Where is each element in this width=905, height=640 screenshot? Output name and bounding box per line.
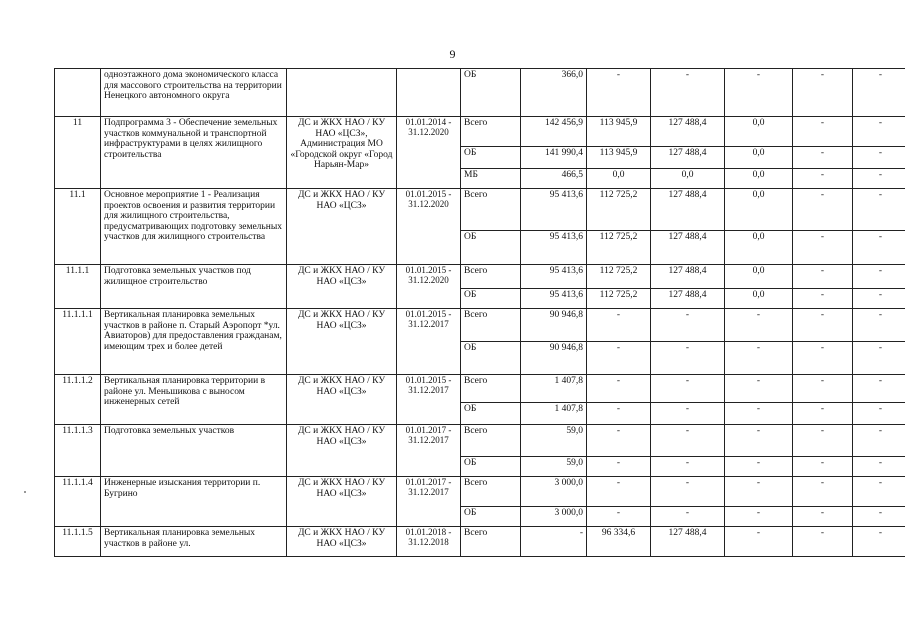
amount-cell: - <box>793 309 853 342</box>
amount-cell: 95 413,6 <box>521 231 587 265</box>
amount-cell: - <box>793 375 853 403</box>
amount-cell: 1 407,8 <box>521 375 587 403</box>
amount-cell: 1 407,8 <box>521 403 587 425</box>
item-name: Вертикальная планировка земельных участков в районе ул. <box>101 527 287 557</box>
amount-cell: 0,0 <box>725 265 793 289</box>
item-executor: ДС и ЖКХ НАО / КУ НАО «ЦСЗ» <box>287 425 397 477</box>
table-body <box>55 69 905 557</box>
item-executor: ДС и ЖКХ НАО / КУ НАО «ЦСЗ» <box>287 375 397 425</box>
funding-source: ОБ <box>461 289 521 309</box>
amount-cell: 142 456,9 <box>521 117 587 147</box>
amount-cell: 127 488,4 <box>651 527 725 557</box>
amount-cell: 95 413,6 <box>521 289 587 309</box>
amount-cell: 0,0 <box>725 231 793 265</box>
funding-source: ОБ <box>461 69 521 117</box>
amount-cell: 113 945,9 <box>587 147 651 169</box>
item-executor: ДС и ЖКХ НАО / КУ НАО «ЦСЗ» <box>287 189 397 265</box>
amount-cell: - <box>853 457 905 477</box>
amount-cell: - <box>725 527 793 557</box>
amount-cell: - <box>725 375 793 403</box>
amount-cell: - <box>853 342 905 375</box>
amount-cell: - <box>651 425 725 457</box>
item-name: Вертикальная планировка земельных участков в районе п. Старый Аэропорт *ул. Авиаторов) для предоставления гражданам, имеющим трех и более детей <box>101 309 287 375</box>
amount-cell: 141 990,4 <box>521 147 587 169</box>
amount-cell: - <box>587 457 651 477</box>
item-period: 01.01.2015 - 31.12.2017 <box>397 309 461 375</box>
amount-cell: - <box>651 375 725 403</box>
amount-cell: - <box>853 69 905 117</box>
amount-cell: - <box>587 507 651 527</box>
item-name: Подготовка земельных участков под жилищное строительство <box>101 265 287 309</box>
amount-cell: - <box>521 527 587 557</box>
amount-cell: 112 725,2 <box>587 189 651 231</box>
item-executor: ДС и ЖКХ НАО / КУ НАО «ЦСЗ» <box>287 309 397 375</box>
amount-cell: - <box>853 189 905 231</box>
funding-source: ОБ <box>461 147 521 169</box>
amount-cell: - <box>587 403 651 425</box>
amount-cell: 95 413,6 <box>521 189 587 231</box>
item-name: Вертикальная планировка территории в районе ул. Меньшикова с выносом инженерных сетей <box>101 375 287 425</box>
amount-cell: 90 946,8 <box>521 342 587 375</box>
item-period: 01.01.2014 - 31.12.2020 <box>397 117 461 189</box>
amount-cell: 112 725,2 <box>587 265 651 289</box>
amount-cell: - <box>725 403 793 425</box>
amount-cell: 0,0 <box>651 169 725 189</box>
item-executor: ДС и ЖКХ НАО / КУ НАО «ЦСЗ» <box>287 265 397 309</box>
item-name: Инженерные изыскания территории п. Бугрино <box>101 477 287 527</box>
item-number: 11 <box>55 117 101 189</box>
amount-cell: - <box>853 117 905 147</box>
amount-cell: - <box>793 457 853 477</box>
item-period: 01.01.2015 - 31.12.2020 <box>397 265 461 309</box>
amount-cell: 59,0 <box>521 425 587 457</box>
item-name: Подготовка земельных участков <box>101 425 287 477</box>
amount-cell: - <box>793 117 853 147</box>
item-name: одноэтажного дома экономического класса для массового строительства на территории Ненецкого автономного округа <box>101 69 287 117</box>
item-number: 11.1 <box>55 189 101 265</box>
amount-cell: - <box>853 527 905 557</box>
item-name: Подпрограмма 3 - Обеспечение земельных участков коммунальной и транспортной инфраструктурами в целях жилищного строительства <box>101 117 287 189</box>
item-name: Основное мероприятие 1 - Реализация проектов освоения и развития территории для жилищного строительства, предусматривающих подготовку земельных участков для жилищного строительства <box>101 189 287 265</box>
table-row <box>55 375 905 403</box>
funding-source: Всего <box>461 375 521 403</box>
table-row <box>55 527 905 557</box>
amount-cell: - <box>853 403 905 425</box>
amount-cell: 90 946,8 <box>521 309 587 342</box>
item-executor: ДС и ЖКХ НАО / КУ НАО «ЦСЗ» <box>287 527 397 557</box>
item-executor <box>287 69 397 117</box>
amount-cell: - <box>853 265 905 289</box>
amount-cell: 127 488,4 <box>651 231 725 265</box>
funding-source: Всего <box>461 477 521 507</box>
amount-cell: - <box>651 403 725 425</box>
funding-source: ОБ <box>461 403 521 425</box>
amount-cell: - <box>725 69 793 117</box>
item-number: 11.1.1 <box>55 265 101 309</box>
amount-cell: - <box>853 425 905 457</box>
funding-source: Всего <box>461 309 521 342</box>
item-number <box>55 69 101 117</box>
amount-cell: 112 725,2 <box>587 231 651 265</box>
amount-cell: - <box>725 309 793 342</box>
amount-cell: - <box>853 309 905 342</box>
table-row <box>55 425 905 457</box>
amount-cell: 0,0 <box>725 117 793 147</box>
funding-source: Всего <box>461 425 521 457</box>
amount-cell: - <box>793 477 853 507</box>
funding-source: Всего <box>461 527 521 557</box>
amount-cell: 0,0 <box>725 169 793 189</box>
item-number: 11.1.1.2 <box>55 375 101 425</box>
amount-cell: 466,5 <box>521 169 587 189</box>
amount-cell: - <box>793 69 853 117</box>
amount-cell: - <box>725 457 793 477</box>
amount-cell: - <box>587 425 651 457</box>
item-number: 11.1.1.3 <box>55 425 101 477</box>
amount-cell: 0,0 <box>725 289 793 309</box>
amount-cell: - <box>651 342 725 375</box>
amount-cell: - <box>853 147 905 169</box>
amount-cell: 127 488,4 <box>651 189 725 231</box>
table-row <box>55 69 905 117</box>
amount-cell: - <box>651 477 725 507</box>
amount-cell: - <box>725 477 793 507</box>
amount-cell: - <box>587 342 651 375</box>
amount-cell: - <box>793 189 853 231</box>
amount-cell: - <box>651 69 725 117</box>
funding-source: Всего <box>461 117 521 147</box>
item-number: 11.1.1.4 <box>55 477 101 527</box>
funding-source: ОБ <box>461 231 521 265</box>
table-row <box>55 189 905 231</box>
item-period: 01.01.2017 - 31.12.2017 <box>397 425 461 477</box>
amount-cell: - <box>793 289 853 309</box>
funding-source: ОБ <box>461 507 521 527</box>
amount-cell: 127 488,4 <box>651 265 725 289</box>
amount-cell: 96 334,6 <box>587 527 651 557</box>
amount-cell: - <box>853 289 905 309</box>
table-row <box>55 477 905 507</box>
item-period: 01.01.2015 - 31.12.2020 <box>397 189 461 265</box>
amount-cell: - <box>725 425 793 457</box>
table-row <box>55 309 905 342</box>
item-period: 01.01.2017 - 31.12.2017 <box>397 477 461 527</box>
amount-cell: - <box>853 169 905 189</box>
amount-cell: 0,0 <box>587 169 651 189</box>
amount-cell: - <box>587 375 651 403</box>
amount-cell: - <box>793 147 853 169</box>
amount-cell: - <box>853 477 905 507</box>
amount-cell: 127 488,4 <box>651 289 725 309</box>
amount-cell: - <box>725 507 793 527</box>
amount-cell: - <box>793 507 853 527</box>
amount-cell: 3 000,0 <box>521 507 587 527</box>
amount-cell: - <box>853 375 905 403</box>
amount-cell: 0,0 <box>725 147 793 169</box>
funding-source: Всего <box>461 265 521 289</box>
amount-cell: 0,0 <box>725 189 793 231</box>
amount-cell: - <box>651 309 725 342</box>
funding-source: Всего <box>461 189 521 231</box>
funding-source: МБ <box>461 169 521 189</box>
amount-cell: - <box>793 265 853 289</box>
amount-cell: 3 000,0 <box>521 477 587 507</box>
item-executor: ДС и ЖКХ НАО / КУ НАО «ЦСЗ», Администрация МО «Городской округ «Город Нарьян-Мар» <box>287 117 397 189</box>
item-period: 01.01.2015 - 31.12.2017 <box>397 375 461 425</box>
amount-cell: 112 725,2 <box>587 289 651 309</box>
page-number: 9 <box>449 47 456 61</box>
item-period: 01.01.2018 - 31.12.2018 <box>397 527 461 557</box>
amount-cell: - <box>587 477 651 507</box>
item-executor: ДС и ЖКХ НАО / КУ НАО «ЦСЗ» <box>287 477 397 527</box>
amount-cell: 113 945,9 <box>587 117 651 147</box>
amount-cell: 127 488,4 <box>651 117 725 147</box>
amount-cell: 95 413,6 <box>521 265 587 289</box>
amount-cell: 366,0 <box>521 69 587 117</box>
amount-cell: - <box>793 403 853 425</box>
amount-cell: - <box>651 457 725 477</box>
amount-cell: - <box>793 425 853 457</box>
item-period <box>397 69 461 117</box>
funding-source: ОБ <box>461 457 521 477</box>
amount-cell: - <box>793 169 853 189</box>
amount-cell: - <box>651 507 725 527</box>
amount-cell: - <box>853 231 905 265</box>
amount-cell: - <box>853 507 905 527</box>
amount-cell: - <box>587 69 651 117</box>
amount-cell: - <box>793 527 853 557</box>
amount-cell: - <box>725 342 793 375</box>
amount-cell: 127 488,4 <box>651 147 725 169</box>
amount-cell: - <box>793 342 853 375</box>
scan-speck <box>24 491 26 493</box>
table-row <box>55 117 905 147</box>
item-number: 11.1.1.5 <box>55 527 101 557</box>
program-table <box>54 68 905 557</box>
amount-cell: - <box>587 309 651 342</box>
amount-cell: 59,0 <box>521 457 587 477</box>
funding-source: ОБ <box>461 342 521 375</box>
item-number: 11.1.1.1 <box>55 309 101 375</box>
table-row <box>55 265 905 289</box>
amount-cell: - <box>793 231 853 265</box>
